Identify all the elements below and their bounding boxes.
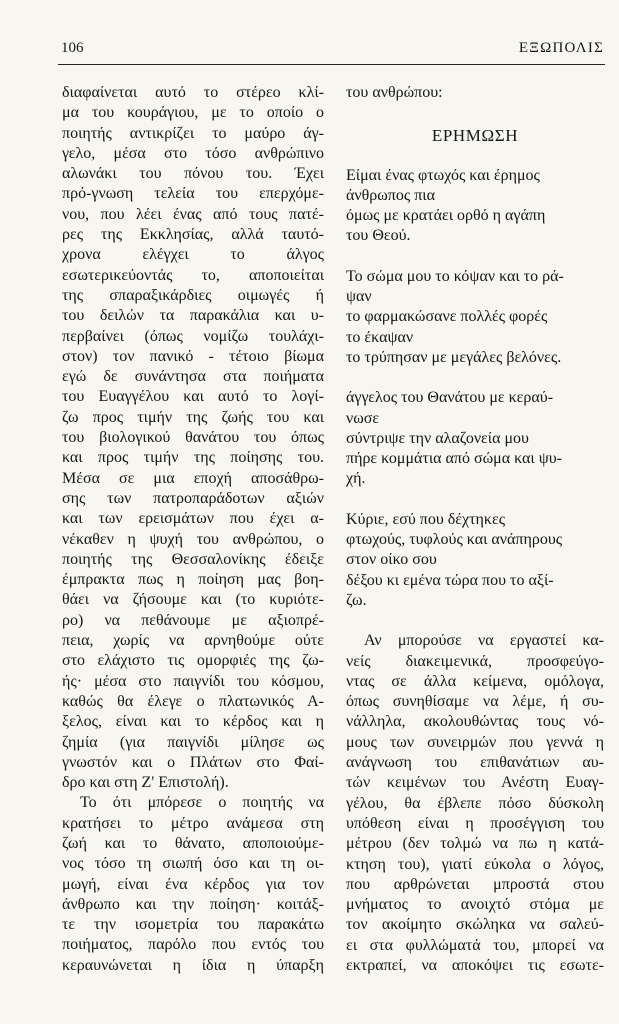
verse-line: δέξου κι εμένα τώρα που το αξί-: [346, 571, 554, 589]
verse-line: νωσε: [346, 409, 380, 427]
running-head: ΕΞΩΠΟΛΙΣ: [518, 40, 604, 56]
verse-line: χή.: [346, 470, 366, 488]
text-line: μωγή, είναι ένα κέρδος για τον: [62, 875, 324, 893]
verse-line: το φαρμακώσανε πολλές φορές: [346, 308, 548, 326]
text-line: της σπαραξικάρδιες οιμωγές ή: [62, 286, 324, 304]
text-line: ντας σε άλλα κείμενα, ομόλογα,: [346, 672, 604, 690]
verse-line: Το σώμα μου το κόψαν και το ρά-: [346, 267, 564, 285]
text-line: νάλληλα, ακολουθώντας τους νό-: [346, 713, 604, 731]
text-line: και προς τιμήν της ποίησης του.: [62, 449, 324, 467]
poem-title: ΕΡΗΜΩΣΗ: [431, 126, 519, 146]
verse-line: ψαν: [346, 288, 372, 306]
text-line: άνθρωπο και την ποίηση· κοιτάξ-: [62, 895, 324, 913]
text-line: όπως συνηθίσαμε να λέμε, ή συ-: [346, 693, 604, 711]
text-line: Μέσα σε μια εποχή αποσάθρω-: [62, 469, 324, 487]
text-line: πεια, χωρίς να αρνηθούμε ούτε: [62, 632, 324, 650]
text-line: δρο και στη Ζ' Επιστολή).: [62, 774, 229, 792]
page-number: 106: [61, 40, 84, 56]
text-line: του βιολογικού θανάτου του όπως: [62, 429, 324, 447]
text-line: γνωστόν και ο Πλάτων στο Φαί-: [62, 753, 324, 771]
text-line: τε την ισομετρία του παρακάτω: [62, 916, 324, 934]
text-line: στον) τον πανικό - τέτοιο βίωμα: [62, 347, 324, 365]
paragraph: [62, 83, 324, 793]
text-line: τον ακοίμητο σκώληκα να σαλεύ-: [346, 916, 604, 934]
text-line: τών κειμένων του Ανέστη Ευαγ-: [346, 774, 604, 792]
text-line: ζημία (για παιγνίδι μίλησε ως: [62, 733, 324, 751]
poem-stanza: [346, 166, 604, 247]
text-line: ει στα φυλλώματά του, μπορεί να: [346, 936, 604, 954]
text-line: κτηση του), γιατί εύκολα ο λόγος,: [346, 855, 604, 873]
verse-line: σύντριψε την αλαζονεία μου: [346, 429, 529, 447]
text-line: περβαίνει (όπως νομίζω τουλάχι-: [62, 327, 324, 345]
verse-line: στον οίκο σου: [346, 551, 437, 569]
verse-line: όμως με κρατάει ορθό η αγάπη: [346, 207, 546, 225]
text-line: εγώ δε συνάντησα στα ποιήματα: [62, 368, 324, 386]
verse-line: Κύριε, εσύ που δέχτηκες: [346, 510, 506, 528]
text-line: Το ότι μπόρεσε ο ποιητής να: [80, 794, 324, 812]
verse-line: Είμαι ένας φτωχός και έρημος: [346, 166, 540, 184]
text-line: γέλου, θα έβλεπε πόσο δύσκολη: [346, 794, 604, 812]
text-line: διαφαίνεται αυτό το στέρεο κλί-: [62, 84, 324, 101]
header-rule: [58, 64, 605, 65]
text-line: εσωτερικεύοντάς το, αποποιείται: [62, 266, 324, 284]
text-line: χρονα ελέγχει το άλγος: [62, 246, 324, 264]
closing-paragraph: [346, 631, 604, 976]
paragraph: [62, 793, 324, 976]
text-line: σης των πατροπαράδοτων αξιών: [62, 489, 324, 507]
text-line: ξελος, είναι και το κέρδος και η: [62, 713, 324, 731]
text-line: νου, που λέει ένας από τους πατέ-: [62, 205, 324, 223]
verse-line: το έκαψαν: [346, 328, 414, 346]
text-line: του δειλών τα παρακάλια και υ-: [62, 307, 324, 325]
poem-stanza: [346, 267, 604, 368]
verse-line: το τρύπησαν με μεγάλες βελόνες.: [346, 348, 562, 366]
text-line: ής· μέσα στο παιγνίδι του κόσμου,: [62, 672, 324, 690]
verse-line: άγγελος του Θανάτου με κεραύ-: [346, 389, 554, 407]
text-line: που αρθρώνεται μπροστά στου: [346, 875, 604, 893]
text-line: γελο, μέσα στο τόσο ανθρώπινο: [62, 144, 324, 162]
left-column: [62, 83, 324, 976]
text-line: στο ελάχιστο τις ομορφιές της ζω-: [62, 652, 324, 670]
poem-stanza: [346, 388, 604, 489]
text-line: εκτραπεί, να αποκόψει τις εσωτε-: [346, 956, 604, 974]
text-line: ρες της Εκκλησίας, αλλά ταυτό-: [62, 226, 324, 244]
text-line: ρο) να πεθάνουμε με αξιοπρέ-: [62, 611, 324, 629]
verse-line: άνθρωπος πια: [346, 186, 435, 204]
text-line: υπόθεση είναι η προσέγγιση του: [346, 814, 604, 832]
text-line: ποιητής αντικρίζει το μαύρο άγ-: [62, 124, 324, 142]
text-line: Αν μπορούσε να εργαστεί κα-: [364, 632, 604, 650]
right-column: [346, 83, 604, 976]
poem-stanza: [346, 510, 604, 611]
text-line: νείς διακειμενικά, προσφεύγο-: [346, 652, 604, 670]
text-line: του Ευαγγέλου και αυτό το λογί-: [62, 388, 324, 406]
text-line: έμπρακτα πως η ποίηση μας βοη-: [62, 571, 324, 589]
text-line: αλωνάκι του πόνου του. Έχει: [62, 165, 324, 183]
text-line: κεραυνώνεται η ίδια η ύπαρξη: [62, 956, 324, 974]
text-line: ποιήματος, παρόλο που εντός του: [62, 936, 324, 954]
text-line: και των ερεισμάτων που έχει α-: [62, 510, 324, 528]
verse-line: πήρε κομμάτια από σώμα και ψυ-: [346, 450, 562, 468]
text-line: ανάγνωση του επιθανάτιων αυ-: [346, 754, 604, 772]
text-line: νέκαθεν η ψυχή του ανθρώπου, ο: [62, 530, 324, 548]
text-line: νος τόσο τη σιωπή όσο και τη οι-: [62, 855, 324, 873]
text-line: μους των συνειρμών που γεννά η: [346, 733, 604, 751]
text-line: μέτρου (δεν τολμώ να πω η κατά-: [346, 835, 604, 853]
verse-line: ζω.: [346, 591, 367, 609]
text-line: κρατήσει το μέτρο ανάμεσα στη: [62, 814, 324, 832]
text-line: μα του κουράγιου, με το οποίο ο: [62, 104, 324, 122]
verse-line: του Θεού.: [346, 227, 411, 245]
text-line: μνήματος το ανοιχτό στόμα με: [346, 896, 604, 914]
poem: [346, 166, 604, 612]
text-line: καθώς θα έλεγε ο πλατωνικός Α-: [62, 692, 324, 710]
verse-line: φτωχούς, τυφλούς και ανάπηρους: [346, 531, 563, 549]
text-line: θάει να ζήσουμε και (το κυριότε-: [62, 591, 324, 609]
text-line: ζωή και το θάνατο, αποποιούμε-: [62, 834, 324, 852]
text-line: ποιητής της Θεσσαλονίκης έδειξε: [62, 550, 324, 568]
poem-intro-line: του ανθρώπου:: [346, 84, 443, 101]
text-line: πρό-γνωση τελεία του επερχόμε-: [62, 185, 324, 203]
text-line: ζω προς τιμήν της ζωής του και: [62, 408, 324, 426]
